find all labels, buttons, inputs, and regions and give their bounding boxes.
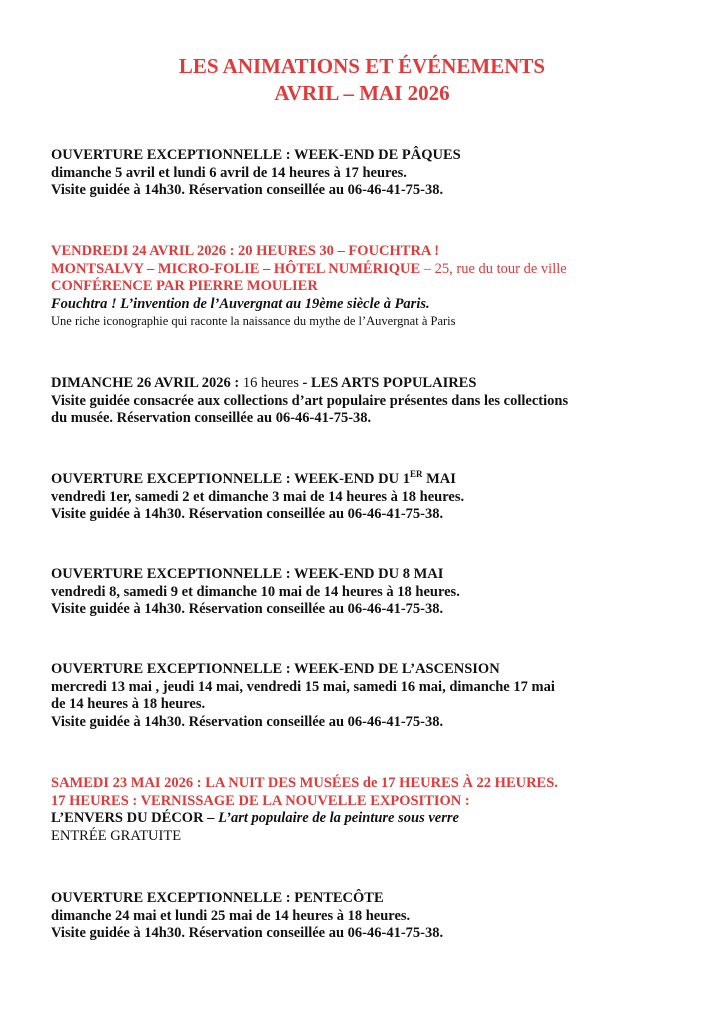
event-conference: CONFÉRENCE PAR PIERRE MOULIER [51, 278, 318, 294]
event-pentecote [51, 890, 691, 943]
page-title-line1: LES ANIMATIONS ET ÉVÉNEMENTS [178, 54, 546, 78]
exposition-title: L’ENVERS DU DÉCOR – [51, 810, 219, 826]
event-dates-line2: de 14 heures à 18 heures. [51, 696, 206, 712]
event-dates: dimanche 5 avril et lundi 6 avril de 14 heures à 17 heures. [51, 164, 407, 181]
event-visite: Visite guidée à 14h30. Réservation conseillée au 06-46-41-75-38. [51, 506, 444, 522]
event-heading: OUVERTURE EXCEPTIONNELLE : PENTECÔTE [51, 890, 384, 906]
event-ascension [51, 661, 691, 731]
event-heading [51, 375, 691, 393]
heading-time: 16 heures [242, 375, 299, 391]
event-visite: Visite guidée à 14h30. Réservation conseillée au 06-46-41-75-38. [51, 601, 444, 617]
heading-part: MAI [422, 471, 456, 487]
location-name: MONTSALVY – MICRO-FOLIE – HÔTEL NUMÉRIQUE [51, 260, 421, 277]
heading-part: OUVERTURE EXCEPTIONNELLE : WEEK-END DU 1 [51, 471, 410, 487]
event-heading: OUVERTURE EXCEPTIONNELLE : WEEK-END DE L’ASCENSION [51, 661, 500, 677]
event-heading: OUVERTURE EXCEPTIONNELLE : WEEK-END DU 8 MAI [51, 566, 444, 582]
event-text-line2: du musée. Réservation conseillée au 06-46-41-75-38. [51, 410, 372, 426]
event-dates: dimanche 24 mai et lundi 25 mai de 14 heures à 18 heures. [51, 907, 411, 924]
event-premier-mai [51, 471, 691, 524]
event-exposition [51, 810, 691, 828]
event-subtitle: Fouchtra ! L’invention de l’Auvergnat au 19ème siècle à Paris. [51, 295, 430, 312]
heading-title: - LES ARTS POPULAIRES [298, 375, 477, 391]
event-text-line1: Visite guidée consacrée aux collections d’art populaire présentes dans les collections [51, 392, 569, 409]
event-heading: VENDREDI 24 AVRIL 2026 : 20 HEURES 30 – FOUCHTRA ! [51, 243, 440, 259]
event-entree: ENTRÉE GRATUITE [51, 827, 182, 844]
event-heading: SAMEDI 23 MAI 2026 : LA NUIT DES MUSÉES de 17 HEURES À 22 HEURES. [51, 775, 558, 791]
event-vernissage: 17 HEURES : VERNISSAGE DE LA NOUVELLE EXPOSITION : [51, 792, 470, 809]
event-description: Une riche iconographie qui raconte la naissance du mythe de l’Auvergnat à Paris [51, 314, 456, 328]
location-address: – 25, rue du tour de ville [420, 260, 567, 277]
exposition-subtitle: L’art populaire de la peinture sous verre [218, 810, 459, 826]
event-visite: Visite guidée à 14h30. Réservation conseillée au 06-46-41-75-38. [51, 713, 444, 730]
event-dates: vendredi 1er, samedi 2 et dimanche 3 mai de 14 heures à 18 heures. [51, 488, 465, 505]
page-title-line2: AVRIL – MAI 2026 [274, 81, 450, 105]
event-paques [51, 147, 691, 200]
event-visite: Visite guidée à 14h30. Réservation conseillée au 06-46-41-75-38. [51, 182, 444, 198]
event-dates: vendredi 8, samedi 9 et dimanche 10 mai de 14 heures à 18 heures. [51, 583, 460, 600]
event-dates-line1: mercredi 13 mai , jeudi 14 mai, vendredi 15 mai, samedi 16 mai, dimanche 17 mai [51, 678, 555, 695]
event-location [51, 261, 691, 279]
heading-date: DIMANCHE 26 AVRIL 2026 : [51, 375, 243, 391]
event-fouchtra [51, 243, 691, 331]
event-heading: OUVERTURE EXCEPTIONNELLE : WEEK-END DE PÂQUES [51, 147, 461, 163]
event-visite: Visite guidée à 14h30. Réservation conseillée au 06-46-41-75-38. [51, 925, 444, 941]
event-huit-mai [51, 566, 691, 619]
heading-superscript: ER [409, 469, 423, 479]
event-nuit-des-musees [51, 775, 691, 845]
event-heading [51, 471, 691, 489]
event-arts-populaires [51, 375, 691, 428]
